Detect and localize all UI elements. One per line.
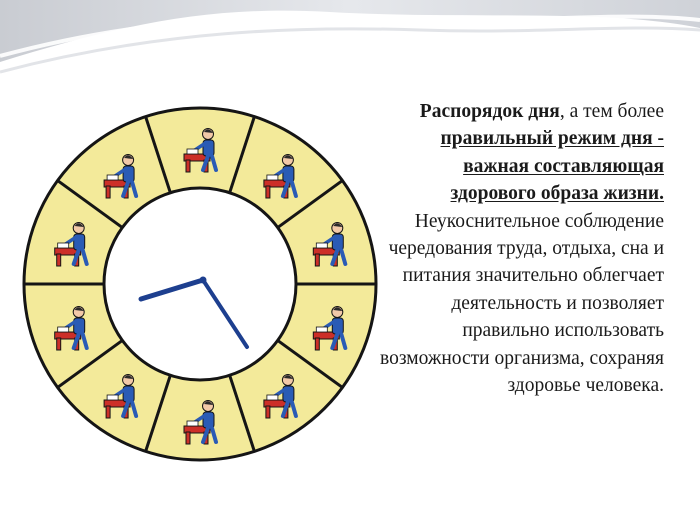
slide-paragraph — [378, 98, 664, 399]
clock-center — [200, 277, 207, 284]
decorative-wave-header — [0, 0, 700, 90]
daily-routine-clock — [14, 98, 386, 470]
clock-face — [104, 188, 296, 380]
slide-text — [378, 98, 664, 399]
lead-text: , а тем более — [559, 101, 664, 122]
body-text: Неукоснительное соблюдение чередования труда, отдыха, сна и питания значительно облегчает деятельность и позволяет правильно использовать возможности организма, сохраняя здоровье человека. — [380, 210, 664, 397]
routine-title: Распорядок дня — [419, 101, 560, 122]
emphasis-text: правильный режим дня - важная составляющая здорового образа жизни. — [440, 128, 664, 205]
